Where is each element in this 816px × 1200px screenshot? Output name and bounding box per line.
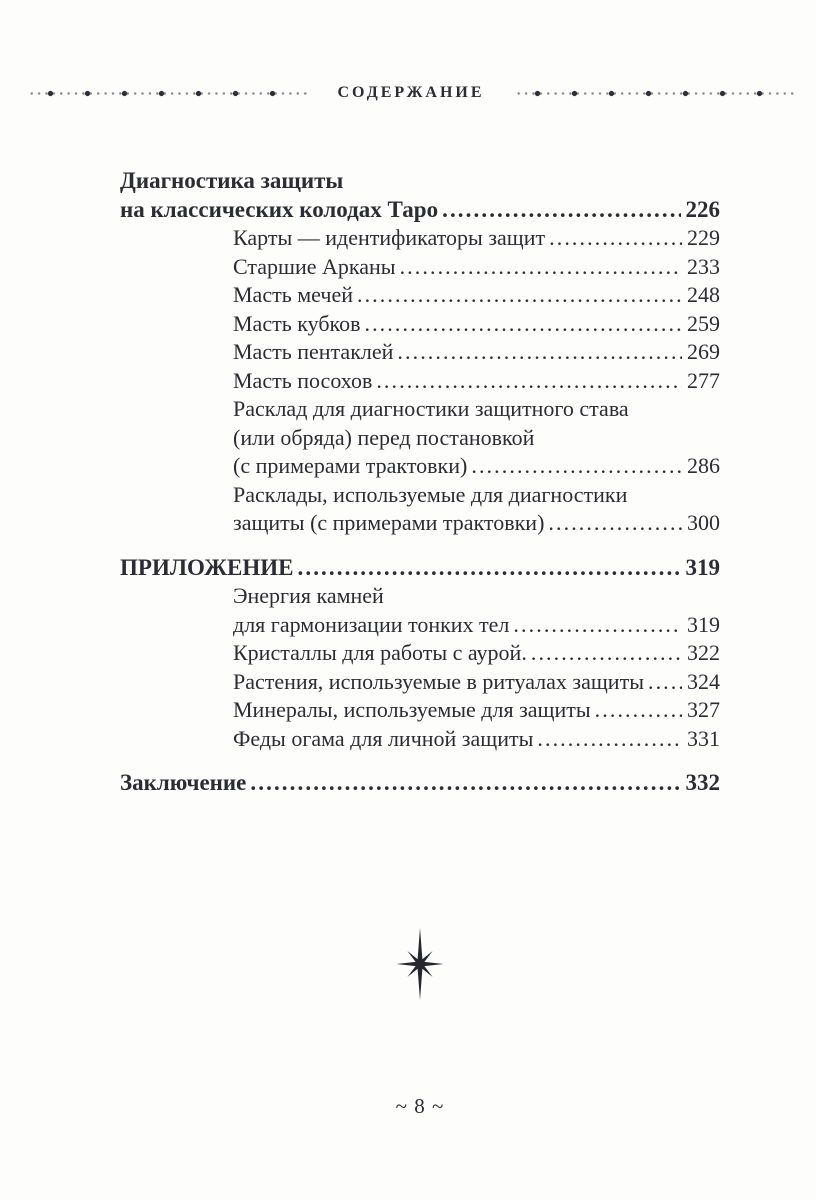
dot-leader bbox=[548, 509, 682, 538]
toc-entry bbox=[120, 281, 720, 310]
toc-entry-title-line: Расклады, используемые для диагностики bbox=[233, 481, 628, 507]
toc-entry-title: Масть посохов bbox=[233, 367, 373, 393]
toc-entry-row bbox=[120, 196, 720, 225]
toc-entry bbox=[120, 639, 720, 668]
toc-page-number: 332 bbox=[685, 770, 720, 795]
toc-page-number: 269 bbox=[687, 339, 720, 364]
toc-entry-title: на классических колодах Таро bbox=[120, 196, 439, 222]
contents-header bbox=[28, 84, 794, 102]
toc-page-number: 277 bbox=[687, 367, 720, 393]
toc-entry-row bbox=[233, 253, 720, 282]
dot-leader bbox=[471, 452, 682, 481]
dot-leader bbox=[595, 696, 682, 725]
dot-leader bbox=[513, 611, 682, 640]
toc-entry-row bbox=[120, 554, 720, 583]
dot-leader bbox=[376, 367, 682, 396]
toc-page-number: 322 bbox=[687, 640, 720, 665]
toc-entry-row bbox=[233, 367, 720, 396]
dot-leader bbox=[250, 769, 680, 798]
toc-entry-title: Старшие Арканы bbox=[233, 253, 396, 279]
toc-page-number: 229 bbox=[687, 225, 720, 250]
toc-entry-title-line: Диагностика защиты bbox=[120, 168, 344, 193]
toc-entry-title-line: Энергия камней bbox=[233, 583, 384, 608]
toc-entry bbox=[120, 395, 720, 481]
toc-page-number: 324 bbox=[687, 668, 720, 694]
toc-entry bbox=[120, 338, 720, 367]
toc-entry bbox=[120, 725, 720, 754]
toc-entry-title: для гармонизации тонких тел bbox=[233, 611, 510, 637]
toc-page-number: 319 bbox=[685, 554, 720, 580]
toc-page-number: 327 bbox=[687, 697, 720, 722]
toc-entry-row bbox=[233, 639, 720, 668]
toc-entry-title: Растения, используемые в ритуалах защиты bbox=[233, 668, 644, 694]
toc-page-number: 319 bbox=[687, 611, 720, 637]
dot-leader bbox=[397, 338, 682, 367]
dotted-ornament-right bbox=[515, 90, 794, 97]
toc-entry-title: Карты — идентификаторы защит bbox=[233, 225, 546, 250]
table-of-contents bbox=[120, 167, 720, 798]
toc-entry-row bbox=[233, 611, 720, 640]
toc-entry-title: (с примерами трактовки) bbox=[233, 453, 468, 478]
eight-pointed-star-icon bbox=[395, 928, 445, 1000]
toc-entry bbox=[120, 367, 720, 396]
dot-leader bbox=[442, 196, 680, 225]
page-title: СОДЕРЖАНИЕ bbox=[337, 84, 485, 101]
dot-leader bbox=[364, 310, 682, 339]
toc-entry-title: Феды огама для личной защиты bbox=[233, 725, 534, 751]
toc-entry-title: Масть кубков bbox=[233, 310, 361, 336]
dot-leader bbox=[357, 281, 682, 310]
toc-entry bbox=[120, 769, 720, 798]
toc-entry-row bbox=[233, 224, 720, 253]
toc-entry-row bbox=[233, 281, 720, 310]
toc-entry-row bbox=[233, 338, 720, 367]
toc-entry-row bbox=[233, 725, 720, 754]
toc-entry-title: Масть пентаклей bbox=[233, 339, 394, 364]
star-decoration-container bbox=[120, 928, 720, 1000]
toc-entry bbox=[120, 224, 720, 253]
toc-page-number: 226 bbox=[685, 196, 720, 222]
toc-entry-row bbox=[233, 696, 720, 725]
toc-entry-title: Кристаллы для работы с аурой. bbox=[233, 640, 527, 665]
toc-entry-title: Минералы, используемые для защиты bbox=[233, 697, 591, 722]
dot-leader bbox=[648, 668, 682, 697]
toc-entry-title: ПРИЛОЖЕНИЕ bbox=[120, 554, 294, 580]
toc-entry-row bbox=[233, 668, 720, 697]
page-footer bbox=[120, 1094, 720, 1119]
toc-entry bbox=[120, 310, 720, 339]
toc-entry-title-line: Расклад для диагностики защитного става bbox=[233, 396, 629, 421]
toc-page-number: 286 bbox=[687, 453, 720, 478]
dotted-ornament-left bbox=[28, 90, 307, 97]
dot-leader bbox=[298, 554, 681, 583]
dot-leader bbox=[400, 253, 682, 282]
toc-entry bbox=[120, 554, 720, 583]
toc-entry-title: Заключение bbox=[120, 770, 247, 795]
toc-entry bbox=[120, 668, 720, 697]
toc-entry bbox=[120, 167, 720, 224]
toc-page-number: 300 bbox=[687, 510, 720, 535]
toc-entry bbox=[120, 582, 720, 639]
dot-leader bbox=[549, 224, 682, 253]
toc-entry bbox=[120, 253, 720, 282]
toc-entry bbox=[120, 481, 720, 538]
toc-page-number: 248 bbox=[687, 282, 720, 307]
toc-page-number: 233 bbox=[687, 253, 720, 279]
page-number: ~ 8 ~ bbox=[395, 1094, 445, 1118]
toc-entry-row bbox=[120, 769, 720, 798]
toc-entry-title: Масть мечей bbox=[233, 282, 353, 307]
toc-page-number: 259 bbox=[687, 310, 720, 336]
toc-entry bbox=[120, 696, 720, 725]
toc-entry-title-line: (или обряда) перед постановкой bbox=[233, 424, 535, 450]
toc-page-number: 331 bbox=[687, 725, 720, 751]
toc-entry-row bbox=[233, 509, 720, 538]
dot-leader bbox=[531, 639, 682, 668]
toc-entry-title: защиты (с примерами трактовки) bbox=[233, 510, 545, 535]
toc-entry-row bbox=[233, 310, 720, 339]
toc-entry-row bbox=[233, 452, 720, 481]
dot-leader bbox=[537, 725, 682, 754]
